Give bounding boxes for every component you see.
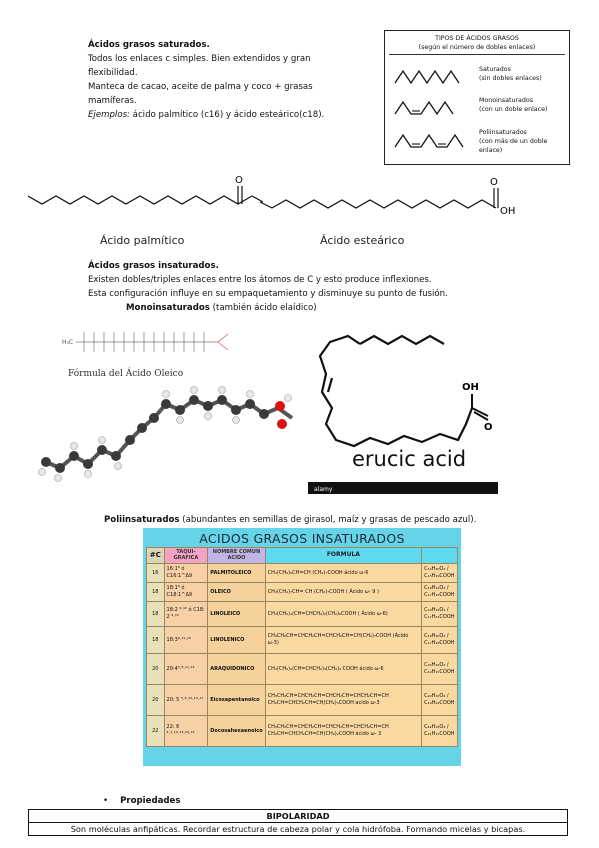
type-saturated [393, 65, 569, 91]
table-row [147, 601, 458, 626]
stearic-label: Ácido esteárico [320, 234, 405, 247]
cell-common-name: OLEICO [208, 582, 265, 601]
bipolarity-text: Son moléculas anfipáticas. Recordar estructura de cabeza polar y cola hidrófoba. Formando micelas y bicapas. [29, 823, 568, 836]
type-poly-name: Poliinsaturados [479, 129, 527, 136]
erucic-O: O [484, 422, 493, 433]
poly-bold: Poliinsaturados [104, 515, 180, 525]
oleic-ball-stick-model [38, 384, 308, 484]
cell-formula: CH₃CH₂CH=CHCH₂CH=CHCH₂CH=CHCH₂CH=CH CH₂CH=CHCH₂CH=CH(CH₂)₂COOH ácido ω- 3 [265, 715, 421, 746]
type-poly-desc-2: enlace) [479, 147, 503, 154]
cell-common-name: PALMITOLEICO [208, 563, 265, 582]
th-c: #C [147, 548, 165, 564]
types-box-title-line2: (según el número de dobles enlaces) [418, 44, 536, 51]
cell-common-name: Docosahexaenoico [208, 715, 265, 746]
saturated-zigzag-icon [393, 67, 465, 87]
cell-shorthand: 16:1⁹ ó C16:1^Δ9 [164, 563, 208, 582]
oleic-formula-diagram [60, 322, 250, 378]
polyunsaturated-chain-icon [393, 130, 475, 152]
cell-formula: CH₃(CH₂)₇CH= CH (CH₂)₇COOH ( Ácido ω- 9 ) [265, 582, 421, 601]
cell-common-name: LINOLENICO [208, 626, 265, 653]
types-box-divider [389, 54, 565, 55]
type-mono-name: Monoinsaturados [479, 97, 534, 104]
saturated-examples [88, 108, 358, 122]
oleic-caption: Fórmula del Ácido Oleico [68, 369, 184, 378]
fatty-acid-types-box [384, 30, 570, 165]
unsaturated-line-1: Existen dobles/triples enlaces entre los átomos de C y esto produce inflexiones. [88, 275, 432, 285]
polyunsaturated-line [104, 513, 524, 527]
oleic-backbone [76, 332, 228, 352]
cell-shorthand: 18:2 ⁹·¹² ó C18: 2 ⁹·¹² [164, 601, 208, 626]
alamy-watermark: alamy [314, 486, 333, 493]
monounsaturated-line [88, 301, 478, 315]
oleic-H3C: H₃C [62, 339, 74, 346]
properties-bullet: • [103, 796, 109, 806]
cell-shorthand: 20:4⁵·⁸·¹¹·¹⁴ [164, 653, 208, 684]
types-box-title [385, 34, 569, 52]
unsaturated-section [88, 259, 478, 315]
cell-molecular: C₂₀H₃₀O₂ / C₁₉H₂₉COOH [422, 684, 458, 715]
unsaturated-table [146, 547, 458, 747]
saturated-heading: Ácidos grasos saturados. [88, 40, 210, 50]
examples-text: ácido palmítico (c16) y ácido esteárico(c18). [129, 110, 325, 120]
properties-table [28, 809, 568, 836]
unsaturated-line-2: Esta configuración influye en su empaquetamiento y disminuye su punto de fusión. [88, 289, 448, 299]
mono-bold: Monoinsaturados [126, 303, 210, 313]
th-formula: FORMULA [265, 548, 421, 564]
cell-carbons: 16 [147, 563, 165, 582]
table-row [147, 563, 458, 582]
cell-carbons: 20 [147, 684, 165, 715]
cell-carbons: 22 [147, 715, 165, 746]
table-row [147, 684, 458, 715]
properties-label: Propiedades [120, 796, 181, 806]
erucic-acid-diagram [308, 316, 498, 496]
type-mono-desc: (con un doble enlace) [479, 106, 548, 113]
cell-molecular: C₁₈H₃₂O₂ / C₁₇H₃₁COOH [422, 601, 458, 626]
cell-carbons: 20 [147, 653, 165, 684]
saturated-line-4: mamíferas. [88, 96, 137, 106]
cell-molecular: C₂₀H₃₂O₂ / C₁₉H₃₁COOH [422, 653, 458, 684]
stearic-acid-skeleton [260, 188, 498, 208]
th-molecular [422, 548, 458, 564]
table-row [147, 626, 458, 653]
cell-formula: CH₃CH₂CH=CHCH₂CH=CHCH₂CH=CHCH₂CH=CH CH₂CH=CHCH₂CH=CH(CH₂)₃COOH acido ω-3 [265, 684, 421, 715]
poly-rest: (abundantes en semillas de girasol, maíz y grasas de pescado azul). [179, 515, 477, 525]
cell-common-name: Eicosapentanoico [208, 684, 265, 715]
cell-molecular: C₁₆H₃₀O₂ / C₁₅H₂₉COOH [422, 563, 458, 582]
cell-formula: CH₃(CH₂)₅CH=CH (CH₂)₇COOH ácido ω-6 [265, 563, 421, 582]
th-name: NOMBRE COMUN ACIDO [208, 548, 265, 564]
type-polyunsaturated [393, 128, 569, 154]
cell-molecular: C₂₂H₃₂O₂ / C₂₁H₃₁COOH [422, 715, 458, 746]
examples-prefix: Ejemplos: [88, 110, 130, 120]
th-taq: TAQUI-GRAFICA [164, 548, 208, 564]
palmitic-O: O [235, 175, 243, 186]
carbon-atoms [41, 395, 269, 473]
bipolarity-header: BIPOLARIDAD [29, 810, 568, 823]
cell-shorthand: 18:1⁹ ó C18:1^Δ9 [164, 582, 208, 601]
type-saturated-name: Saturados [479, 66, 511, 73]
cell-molecular: C₁₈H₃₄O₂ / C₁₇H₃₃COOH [422, 582, 458, 601]
table-row [147, 715, 458, 746]
type-monounsaturated [393, 96, 569, 122]
cell-common-name: LINOLEICO [208, 601, 265, 626]
erucic-label: erucic acid [352, 447, 467, 471]
saturated-line-3: Manteca de cacao, aceite de palma y coco + grasas [88, 82, 313, 92]
mono-rest: (también ácido elaídico) [209, 303, 317, 313]
saturated-section [88, 38, 358, 122]
unsaturated-table-title: ACIDOS GRASOS INSATURADOS [199, 531, 405, 546]
cell-formula: CH₃(CH₂)₄(CH=CHCH₂)₂(CH₂)₆COOH ( Ácido ω-6) [265, 601, 421, 626]
table-row [147, 582, 458, 601]
unsaturated-heading: Ácidos grasos insaturados. [88, 261, 219, 271]
cell-shorthand: 20: 5 ⁵·⁸·¹¹·¹⁴·¹⁷ [164, 684, 208, 715]
cell-common-name: ARAQUIDONICO [208, 653, 265, 684]
erucic-OH: OH [462, 382, 479, 393]
saturated-line-1: Todos los enlaces c simples. Bien extendidos y gran [88, 54, 311, 64]
saturated-line-2: flexibilidad. [88, 68, 138, 78]
properties-bullet-line [103, 794, 181, 808]
cell-carbons: 18 [147, 626, 165, 653]
cell-carbons: 18 [147, 582, 165, 601]
cell-carbons: 18 [147, 601, 165, 626]
types-box-title-line1: TIPOS DE ÁCIDOS GRASOS [435, 35, 519, 42]
type-poly-desc-1: (con más de un doble [479, 138, 548, 145]
monounsaturated-chain-icon [393, 98, 465, 118]
cell-formula: CH₃CH₂CH=CHCH₂CH=CHCH₂CH=CH(CH₂)₇COOH (Ácido ω-3) [265, 626, 421, 653]
table-row [147, 653, 458, 684]
stearic-OH: OH [500, 206, 516, 217]
type-saturated-desc: (sin dobles enlaces) [479, 75, 542, 82]
palmitic-label: Ácido palmítico [100, 234, 185, 247]
cell-formula: CH₃(CH₂)₄(CH=CHCH₂)₄(CH₂)₂ COOH ácido ω-6 [265, 653, 421, 684]
cell-shorthand: 18:3⁹·¹²·¹⁵ [164, 626, 208, 653]
cell-shorthand: 22: 6 ⁴·⁷·¹⁰·¹³·¹⁶·¹⁹ [164, 715, 208, 746]
palmitic-acid-skeleton [28, 186, 263, 204]
alamy-watermark-bar [308, 482, 498, 494]
unsaturated-table-panel [143, 528, 461, 766]
cell-molecular: C₁₈H₃₀O₂ / C₁₇H₂₉COOH [422, 626, 458, 653]
palmitic-stearic-structures [28, 168, 528, 258]
stearic-O: O [490, 177, 498, 188]
unsaturated-table-body [147, 563, 458, 746]
